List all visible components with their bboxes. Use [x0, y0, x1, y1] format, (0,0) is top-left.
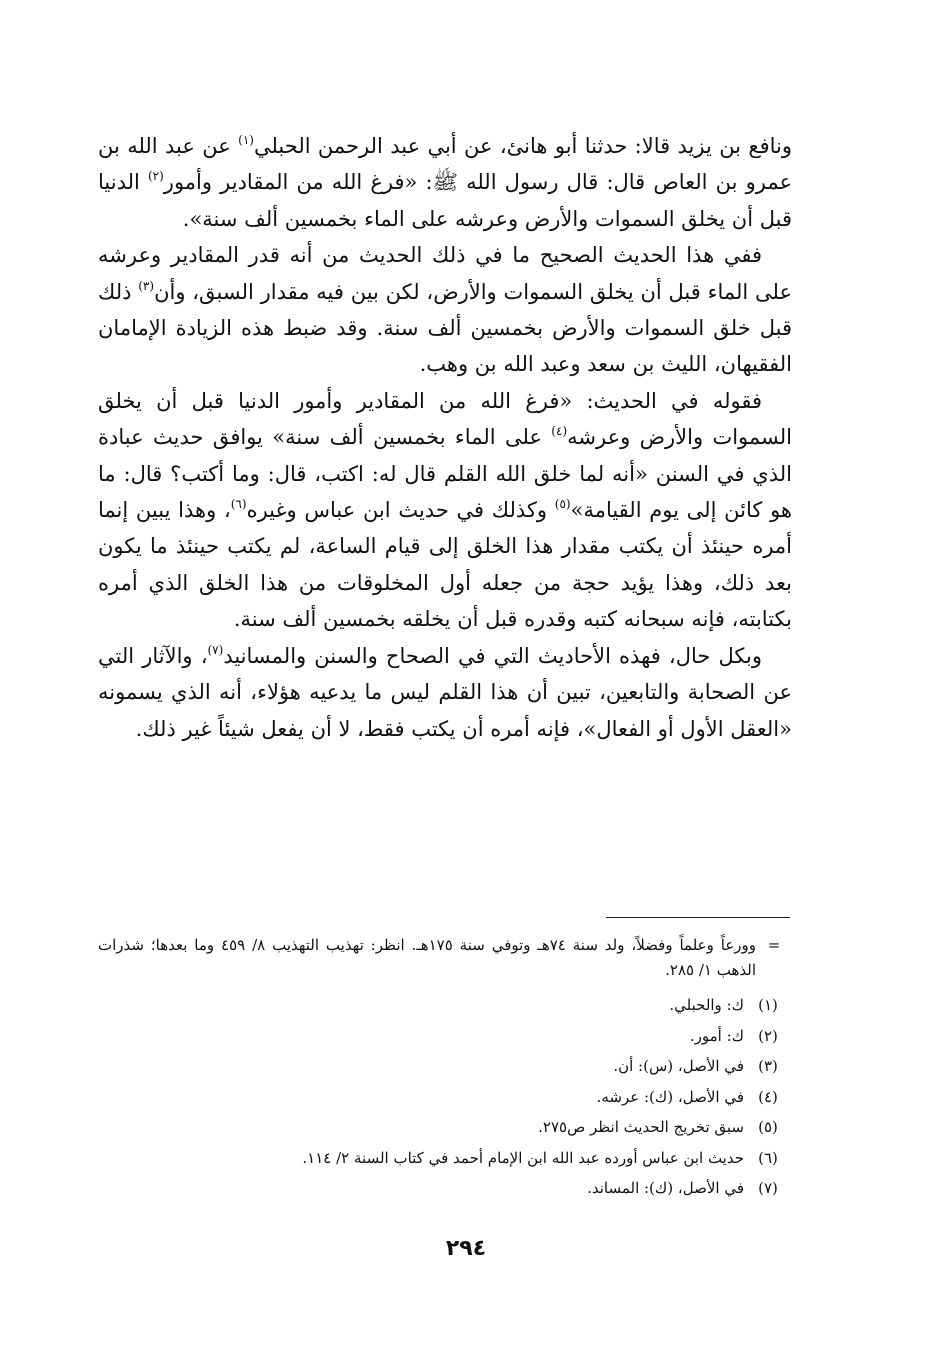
- footnote-number: (٢): [758, 1026, 778, 1045]
- text-run: ذلك قبل خلق السموات والأرض بخمسين ألف سنة. وقد ضبط هذه الزيادة الإمامان الفقيهان، الليث بن سعد وعبد الله بن وهب.: [98, 279, 792, 377]
- footnote-ref: (٢): [147, 169, 164, 184]
- main-text: [98, 128, 792, 747]
- continuation-text: وورعاً وعلماً وفضلاً، ولد سنة ٧٤هـ وتوفي سنة ١٧٥هـ. انظر: تهذيب التهذيب ٨/ ٤٥٩ وما بعدها؛ شذرات الذهب ١/ ٢٨٥.: [98, 936, 756, 979]
- footnote-ref: (٧): [207, 642, 224, 657]
- footnotes: [98, 933, 792, 1204]
- footnote-number: (٦): [758, 1148, 778, 1167]
- footnote-ref: (٤): [551, 424, 568, 439]
- footnote-ref: (٦): [230, 497, 247, 512]
- footnote-item: [98, 1051, 792, 1082]
- footnote-ref: (٥): [554, 497, 571, 512]
- footnote-ref: (١): [238, 133, 254, 147]
- footnote-item: [98, 990, 792, 1021]
- footnote-item: [98, 1082, 792, 1113]
- paragraph-3: [98, 383, 792, 638]
- footnote-item: [98, 1112, 792, 1143]
- text-run: ففي هذا الحديث الصحيح ما في ذلك الحديث من أنه قدر المقادير وعرشه على الماء قبل أن يخلق السموات والأرض، لكن بين فيه مقدار السبق، وأن: [98, 243, 792, 304]
- paragraph-1: [98, 128, 792, 237]
- footnote-item: [98, 1143, 792, 1174]
- footnote-text: حديث ابن عباس أورده عبد الله ابن الإمام أحمد في كتاب السنة ٢/ ١١٤.: [302, 1148, 744, 1167]
- paragraph-2: [98, 237, 792, 383]
- footnote-continuation: [98, 933, 792, 983]
- footnote-text: ك: أمور.: [689, 1026, 744, 1045]
- footnote-ref: (٣): [138, 278, 155, 293]
- text-run: ونافع بن يزيد قالا: حدثنا أبو هانئ، عن أبي عبد الرحمن الحبلي: [253, 134, 792, 158]
- footnote-text: ك: والحبلي.: [669, 996, 744, 1014]
- footnote-text: في الأصل، (ك): المساند.: [587, 1179, 744, 1197]
- footnote-number: (٧): [758, 1179, 778, 1197]
- continuation-mark: =: [767, 936, 781, 954]
- text-run: ، وهذا يبين إنما أمره حينئذ أن يكتب مقدار هذا الخلق إلى قيام الساعة، لم يكتب حينئذ ما يكون بعد ذلك، وهذا يؤيد حجة من جعله أول المخلوقات من هذا الخلق الذي أمره بكتابته، فإنه سبحانه كتبه وقدره قبل أن يخلقه بخمسين ألف سنة.: [98, 498, 792, 632]
- footnote-item: [98, 1173, 792, 1204]
- footnote-number: (٥): [758, 1118, 778, 1136]
- text-run: فقوله في الحديث: «فرغ الله من المقادير وأمور الدنيا قبل أن يخلق السموات والأرض وعرشه: [98, 388, 792, 450]
- footnote-number: (١): [758, 996, 778, 1014]
- text-run: الدنيا قبل أن يخلق السموات والأرض وعرشه على الماء بخمسين ألف سنة».: [98, 170, 792, 231]
- text-run: عن عبد الله بن عمرو بن العاص قال: قال رسول الله ﷺ: «فرغ الله من المقادير وأمور: [98, 134, 792, 195]
- footnote-text: في الأصل، (س): أن.: [613, 1057, 744, 1075]
- footnote-number: (٤): [758, 1087, 778, 1106]
- footnote-item: [98, 1021, 792, 1052]
- text-run: وكذلك في حديث ابن عباس وغيره: [246, 498, 555, 523]
- footnote-separator: [606, 917, 790, 918]
- paragraph-4: [98, 638, 792, 747]
- text-run: ، والآثار التي عن الصحابة والتابعين، تبين أن هذا القلم ليس ما يدعيه هؤلاء، أنه الذي يسمونه «العقل الأول أو الفعال»، فإنه أمره أن يكتب فقط، لا أن يفعل شيئاً غير ذلك.: [98, 643, 792, 741]
- footnote-text: في الأصل، (ك): عرشه.: [596, 1087, 744, 1106]
- text-run: وبكل حال، فهذه الأحاديث التي في الصحاح والسنن والمسانيد: [223, 643, 762, 668]
- footnote-number: (٣): [758, 1057, 778, 1075]
- text-run: على الماء بخمسين ألف سنة» يوافق حديث عبادة الذي في السنن «أنه لما خلق الله القلم قال له: اكتب، قال: وما أكتب؟ قال: ما هو كائن إلى يوم القيامة»: [98, 425, 792, 523]
- footnote-text: سبق تخريج الحديث انظر ص٢٧٥.: [538, 1118, 744, 1136]
- page-number: ٢٩٤: [445, 1236, 487, 1261]
